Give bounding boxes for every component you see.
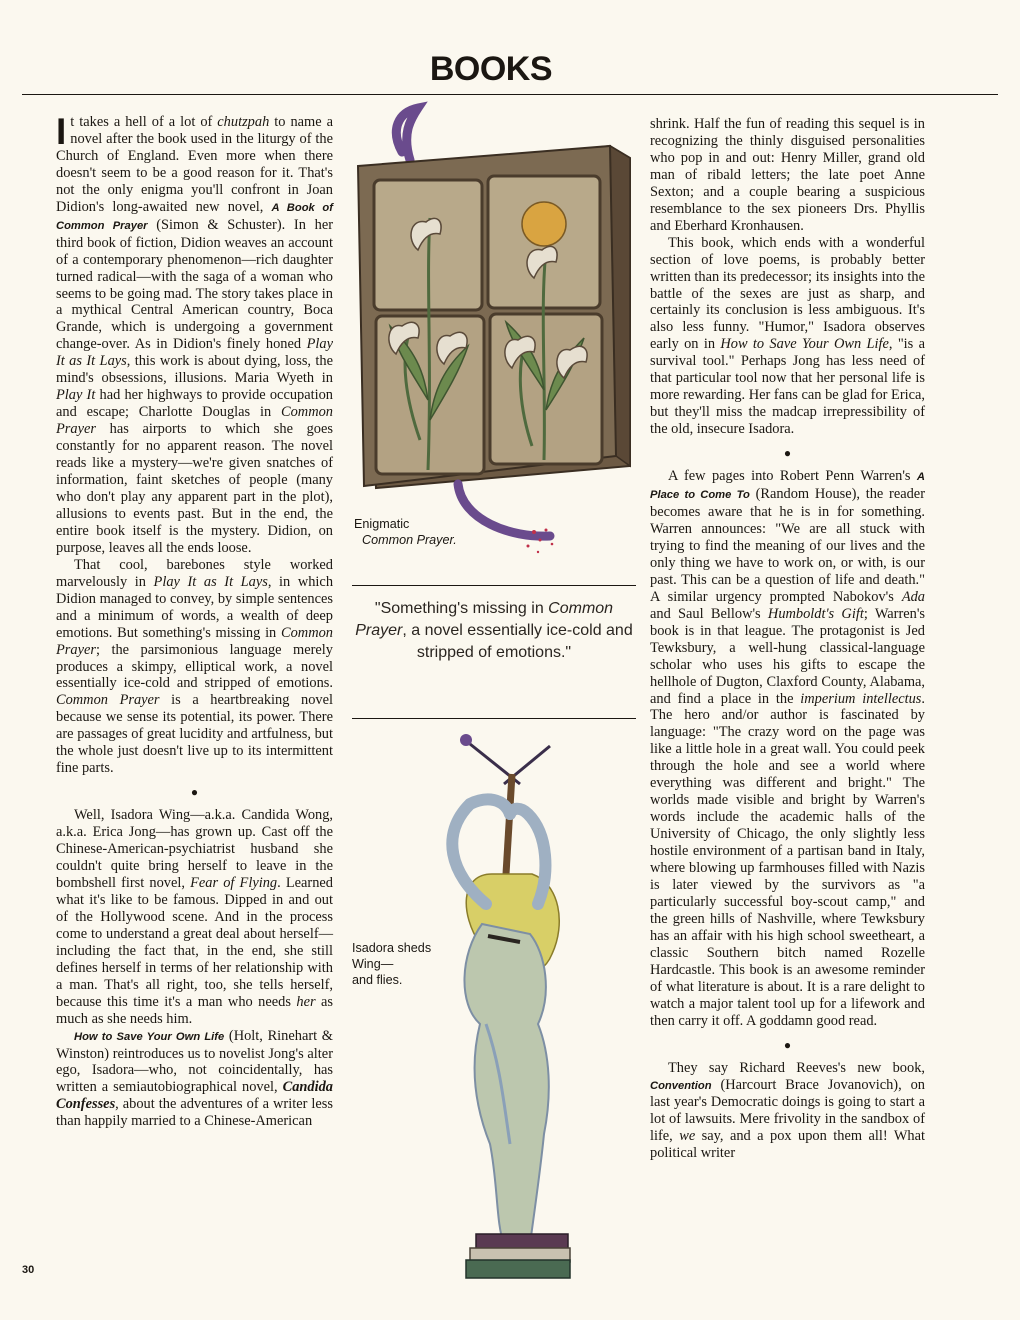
section-bullet: ● <box>783 1037 792 1052</box>
paragraph: It takes a hell of a lot of chutzpah to name a novel after the book used in the liturgy of the Church of England. Even more when there doesn't seem to be a good reason for it. That's not the only enigma you'll confront in Joan Didion's long-awaited new novel, A Book of Common Prayer (Simon & Schuster). In her third book of fiction, Didion weaves an account of a contemporary phenomenon—rich daughter turned radical—with the saga of a woman who seems to be going mad. The story takes place in a mythical Central American country, Boca Grande, which is undergoing a government change-over. As in Didion's finely honed Play It as It Lays, this work is about dying, loss, the mind's obsessions, illusions. Maria Wyeth in Play It had her highways to provide occupation and escape; Charlotte Douglas in Common Prayer has airports to which she goes constantly for no apparent reason. The novel reads like a mystery—we're given snatches of information, faint sketches of people (many who don't play any apparent part in the plot), allusions to events past. But in the end, the entire book itself is the mystery. Didion, on purpose, leaves all the ends loose. <box>56 111 334 556</box>
book-title: A Place to Come To <box>650 471 925 502</box>
isadora-illustration <box>400 724 630 1284</box>
caption-isadora: Isadora sheds Wing— and flies. <box>352 941 432 987</box>
drop-cap: I <box>56 111 67 152</box>
book-illustration <box>340 100 650 560</box>
column-right <box>650 116 925 1162</box>
pull-quote: "Something's missing in Common Prayer, a novel essentially ice-cold and stripped of emotions." <box>355 600 633 661</box>
book-title: How to Save Your Own Life <box>74 1030 225 1043</box>
section-bullet: ● <box>783 446 792 461</box>
paragraph: That cool, barebones style worked marvelously in Play It as It Lays, in which Didion managed to convey, by simple sentences and a minimum of words, a wealth of deep emotions. But something's missing in Common Prayer; the parsimonious language merely produces a skimpy, elliptical work, a novel essentially ice-cold and stripped of emotions. Common Prayer is a heartbreaking novel because we sense its potential, its power. There are passages of great lucidity and artfulness, but the whole just doesn't live up to its intermittent fine parts. <box>56 556 334 777</box>
paragraph: They say Richard Reeves's new book, Convention (Harcourt Brace Jovanovich), on last year's Democratic doings is going to start a lot of lawsuits. Mere frivolity in the sandbox of life, we say, and a pox upon them all! What political writer <box>650 1059 925 1162</box>
book-title: A Book of Common Prayer <box>56 201 333 232</box>
paragraph: shrink. Half the fun of reading this sequel is in recognizing the thinly disguised personalities who pop in and out: Henry Miller, grand old man of ribald letters; the late poet Anne Sexton; and a couple bearing a suspicious resemblance to the sex pioneers Drs. Phyllis and Eberhard Kronhausen. <box>650 116 925 234</box>
column-left <box>56 111 334 1130</box>
book-title: Convention <box>650 1079 712 1092</box>
paragraph: Well, Isadora Wing—a.k.a. Candida Wong, a.k.a. Erica Jong—has grown up. Cast off the Chinese-American-psychiatrist husband she couldn't quite bring herself to leave in the bombshell first novel, Fear of Flying. Learned what it's like to be famous. Dipped in and out of the Hollywood scene. And in the process come to understand a great deal about herself—including the fact that, in the end, she still defines herself in terms of her relationship with a man. That's all right, too, she tells herself, because this time it's a man who needs her as much as she needs him. <box>56 807 333 1027</box>
section-bullet: ● <box>190 785 199 800</box>
page-title: BOOKS <box>429 50 552 88</box>
caption-book: Enigmatic Common Prayer. <box>354 517 457 547</box>
paragraph: This book, which ends with a wonderful section of love poems, is probably better written than its predecessor; its insights into the battle of the sexes are just as sharp, and certainly its conclusion is less ambiguous. It's also less funny. "Humor," Isadora observes early on in How to Save Your Own Life, "is a survival tool." Perhaps Jong has less need of that particular tool now that her personal life is more rewarding. Her fans can be glad for Erica, but they'll miss the madcap irrepressibility of the old, insecure Isadora. <box>650 234 926 438</box>
paragraph: A few pages into Robert Penn Warren's A Place to Come To (Random House), the reader becomes aware that he is in for something. Warren announces: "We are all stuck with trying to find the meaning of our lives and the only thing we have to work on, or with, is our past. This can be a question of life and death." A similar urgency prompted Nabokov's Ada and Saul Bellow's Humboldt's Gift; Warren's book is in that league. The protagonist is Jed Tewksbury, a well-hung classical-language scholar who uses his gifts to escape the hellhole of Dugton, Claxford County, Alabama, and find a place in the imperium intellectus. The hero and/or author is fascinated by language: "The crazy word on the page was like a little hole in a great wall. You could peek through the hole and see a world where everything was different and bright." The worlds made visible and bright by Warren's words include the academic halls of the University of Chicago, the only slightly less hostile environment of a partisan band in Italy, where blowing up farmhouses filled with Nazis is later viewed by the survivors as "a particularly successful boy-scout camp," and the green hills of Nashville, where Tewksbury has an affair with his high school sweetheart, a classic Southern bitch named Rozelle Hardcastle. This book is an awesome reminder of what literature is about. It is a rare delight to watch a major talent tool up for a lifework and then carry it off. A goddamn good read. <box>650 468 926 1029</box>
page-number: 30 <box>22 1264 35 1276</box>
paragraph: How to Save Your Own Life (Holt, Rinehart & Winston) reintroduces us to novelist Jong's alter ego, Isadora—who, not coincidentally, has written a semiautobiographical novel, Candida Confesses, about the adventures of a writer less than happily married to a Chinese-American <box>56 1027 334 1130</box>
pullquote-rule-bottom <box>352 718 636 719</box>
header-rule <box>22 94 998 95</box>
pullquote-rule-top <box>352 585 636 586</box>
